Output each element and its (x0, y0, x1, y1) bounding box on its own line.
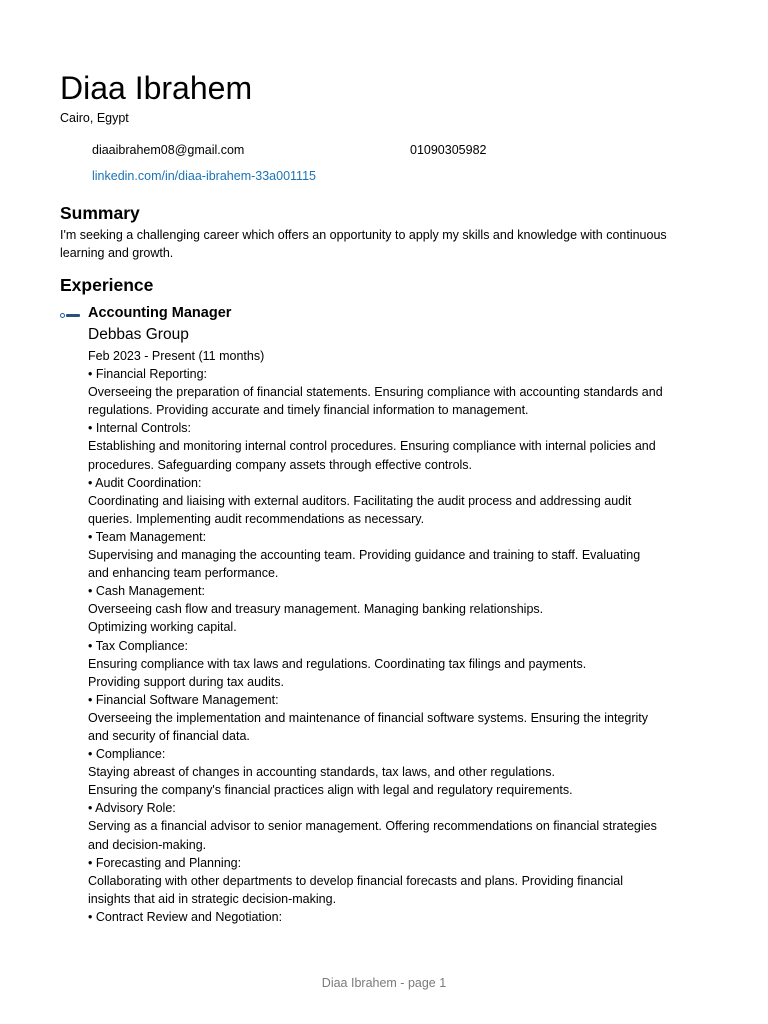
phone-number[interactable]: 01090305982 (410, 143, 487, 157)
responsibility-heading: • Team Management: (88, 529, 207, 544)
responsibility-heading: • Tax Compliance: (88, 638, 189, 653)
responsibility-heading: • Audit Coordination: (88, 475, 202, 490)
responsibility-heading: • Forecasting and Planning: (88, 855, 242, 870)
responsibility-text: Establishing and monitoring internal control procedures. Ensuring compliance with internal policies and (88, 439, 656, 454)
linkedin-link[interactable]: linkedin.com/in/diaa-ibrahem-33a001115 (92, 169, 316, 183)
responsibility-heading: • Internal Controls: (88, 421, 192, 436)
responsibility-heading: • Compliance: (88, 747, 166, 762)
responsibility-text: Staying abreast of changes in accounting standards, tax laws, and other regulations. (88, 765, 555, 780)
responsibility-text: Serving as a financial advisor to senior management. Offering recommendations on financial strategies (88, 819, 657, 834)
candidate-name: Diaa Ibrahem (60, 70, 253, 106)
responsibility-text: Supervising and managing the accounting team. Providing guidance and training to staff. Evaluating (88, 548, 641, 563)
summary-text: I'm seeking a challenging career which offers an opportunity to apply my skills and knowledge with continuous learning and growth. (60, 228, 667, 261)
responsibility-text: and enhancing team performance. (88, 566, 279, 581)
responsibility-text: insights that aid in strategic decision-making. (88, 891, 337, 906)
responsibility-heading: • Cash Management: (88, 584, 205, 599)
responsibility-heading: • Advisory Role: (88, 801, 176, 816)
responsibility-text: Coordinating and liaising with external auditors. Facilitating the audit process and addressing audit (88, 493, 632, 508)
logo-mark (60, 313, 65, 318)
responsibility-text: Ensuring compliance with tax laws and regulations. Coordinating tax filings and payments. (88, 656, 587, 671)
experience-heading: Experience (60, 275, 154, 295)
job-title: Accounting Manager (88, 305, 232, 321)
logo-wordmark (66, 314, 80, 317)
page-footer: Diaa Ibrahem - page 1 (321, 976, 447, 990)
responsibility-text: Ensuring the company's financial practices align with legal and regulatory requirements. (88, 783, 573, 798)
responsibility-text: Providing support during tax audits. (88, 674, 284, 689)
responsibility-text: procedures. Safeguarding company assets through effective controls. (88, 457, 473, 472)
responsibility-text: Overseeing the preparation of financial statements. Ensuring compliance with accounting standards and (88, 385, 663, 400)
company-name: Debbas Group (88, 326, 189, 343)
responsibility-text: and security of financial data. (88, 728, 250, 743)
responsibility-text: queries. Implementing audit recommendations as necessary. (88, 511, 425, 526)
responsibility-heading: • Contract Review and Negotiation: (88, 909, 283, 924)
responsibility-text: Overseeing the implementation and maintenance of financial software systems. Ensuring the integrity (88, 710, 649, 725)
company-logo-icon (60, 311, 82, 319)
responsibility-text: Optimizing working capital. (88, 620, 237, 635)
candidate-location: Cairo, Egypt (60, 111, 129, 125)
responsibility-text: Overseeing cash flow and treasury management. Managing banking relationships. (88, 602, 544, 617)
job-description (88, 347, 678, 926)
responsibility-text: regulations. Providing accurate and timely financial information to management. (88, 403, 529, 418)
job-dates: Feb 2023 - Present (11 months) (88, 349, 265, 363)
responsibility-heading: • Financial Software Management: (88, 692, 279, 707)
summary-heading: Summary (60, 203, 140, 223)
responsibility-heading: • Financial Reporting: (88, 367, 208, 382)
responsibility-text: and decision-making. (88, 837, 207, 852)
email-address[interactable]: diaaibrahem08@gmail.com (92, 143, 245, 157)
responsibility-text: Collaborating with other departments to develop financial forecasts and plans. Providing financial (88, 873, 624, 888)
